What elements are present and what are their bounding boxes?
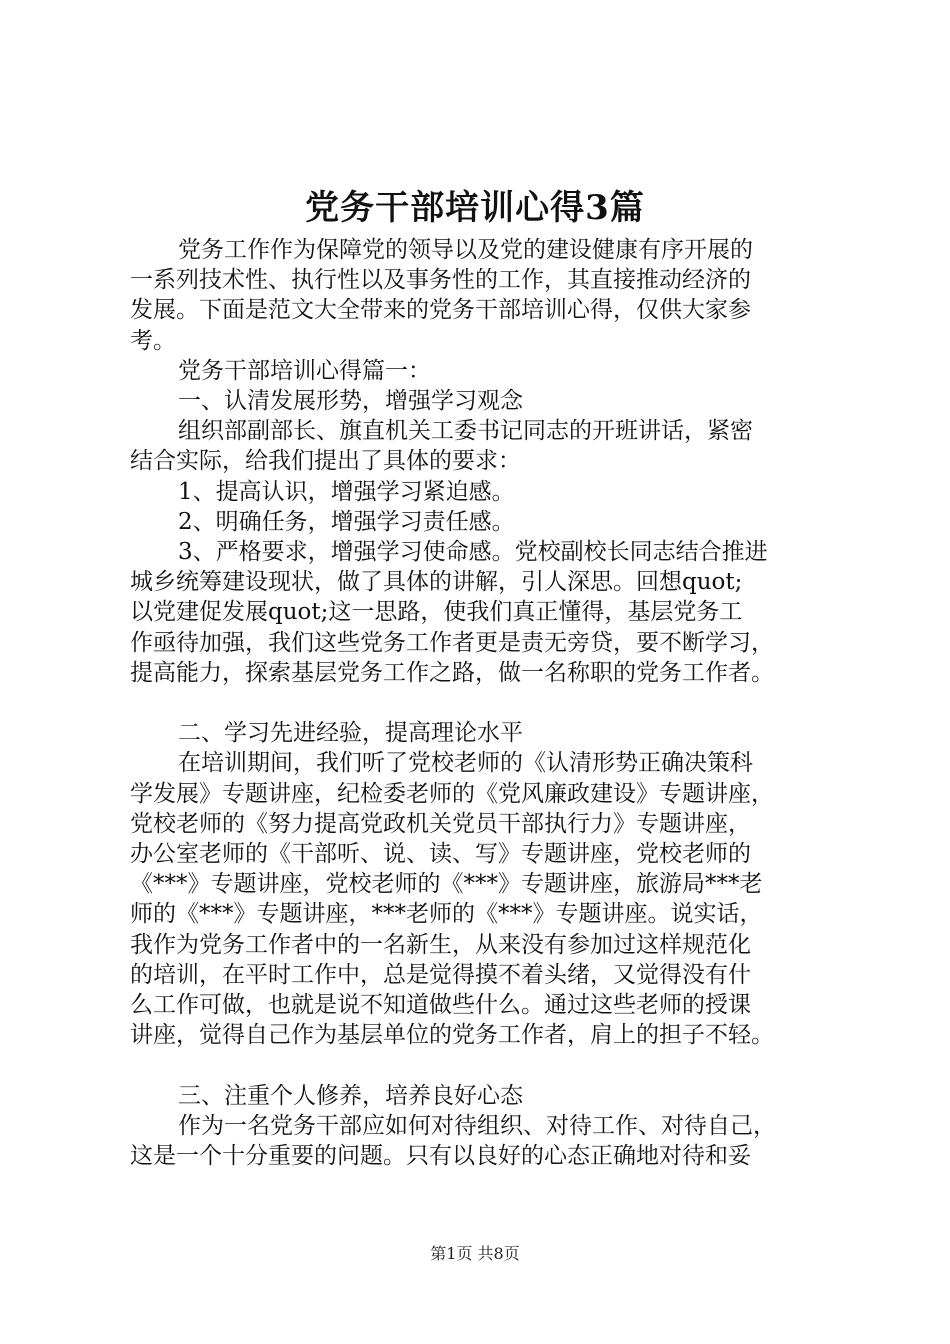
body-line: 作亟待加强，我们这些党务工作者更是责无旁贷，要不断学习， <box>130 629 774 656</box>
body-line: 党务工作作为保障党的领导以及党的建设健康有序开展的 <box>178 237 753 263</box>
body-line: 在培训期间，我们听了党校老师的《认清形势正确决策科 <box>178 750 753 777</box>
body-line: 么工作可做，也就是说不知道做些什么。通过这些老师的授课 <box>130 992 751 1019</box>
body-line: 一系列技术性、执行性以及事务性的工作，其直接推动经济的 <box>130 267 751 294</box>
body-line: 《***》专题讲座，党校老师的《***》专题讲座，旅游局***老 <box>130 871 763 898</box>
blank-line <box>130 688 850 718</box>
body-line: 党务干部培训心得篇一： <box>178 357 431 384</box>
body-line: 学发展》专题讲座，纪检委老师的《党风廉政建设》专题讲座， <box>130 780 774 807</box>
body-line: 考。 <box>130 327 176 354</box>
body-line: 一、认清发展形势，增强学习观念 <box>178 388 523 415</box>
body-line: 组织部副部长、旗直机关工委书记同志的开班讲话，紧密 <box>178 418 753 445</box>
body-line: 的培训，在平时工作中，总是觉得摸不着头绪，又觉得没有什 <box>130 961 751 988</box>
page-footer: 第1页 共8页 <box>430 1244 520 1263</box>
body-line: 发展。下面是范文大全带来的党务干部培训心得，仅供大家参 <box>130 297 751 324</box>
body-line: 师的《***》专题讲座，***老师的《***》专题讲座。说实话， <box>130 901 763 928</box>
body-line: 结合实际，给我们提出了具体的要求： <box>130 448 521 475</box>
body-line: 二、学习先进经验，提高理论水平 <box>178 720 523 747</box>
body-line: 我作为党务工作者中的一名新生，从来没有参加过这样规范化 <box>130 931 751 958</box>
body-line: 办公室老师的《干部听、说、读、写》专题讲座，党校老师的 <box>130 841 751 868</box>
body-line: 提高能力，探索基层党务工作之路，做一名称职的党务工作者。 <box>130 659 774 686</box>
page-title: 党务干部培训心得3篇 <box>305 188 645 228</box>
body-line: 作为一名党务干部应如何对待组织、对待工作、对待自己， <box>178 1112 776 1139</box>
body-line: 以党建促发展quot;这一思路，使我们真正懂得，基层党务工 <box>130 599 743 626</box>
body-line: 1、提高认识，增强学习紧迫感。 <box>178 478 515 505</box>
body-line: 三、注重个人修养，培养良好心态 <box>178 1082 523 1109</box>
blank-line <box>130 1050 850 1080</box>
body-line: 这是一个十分重要的问题。只有以良好的心态正确地对待和妥 <box>130 1143 751 1170</box>
body-line: 3、严格要求，增强学习使命感。党校副校长同志结合推进 <box>178 539 768 566</box>
body-line: 2、明确任务，增强学习责任感。 <box>178 508 515 535</box>
body-line: 城乡统筹建设现状，做了具体的讲解，引人深思。回想quot; <box>130 569 743 596</box>
document-body <box>130 235 850 1171</box>
body-line: 讲座，觉得自己作为基层单位的党务工作者，肩上的担子不轻。 <box>130 1022 774 1049</box>
body-line: 党校老师的《努力提高党政机关党员干部执行力》专题讲座， <box>130 810 751 837</box>
